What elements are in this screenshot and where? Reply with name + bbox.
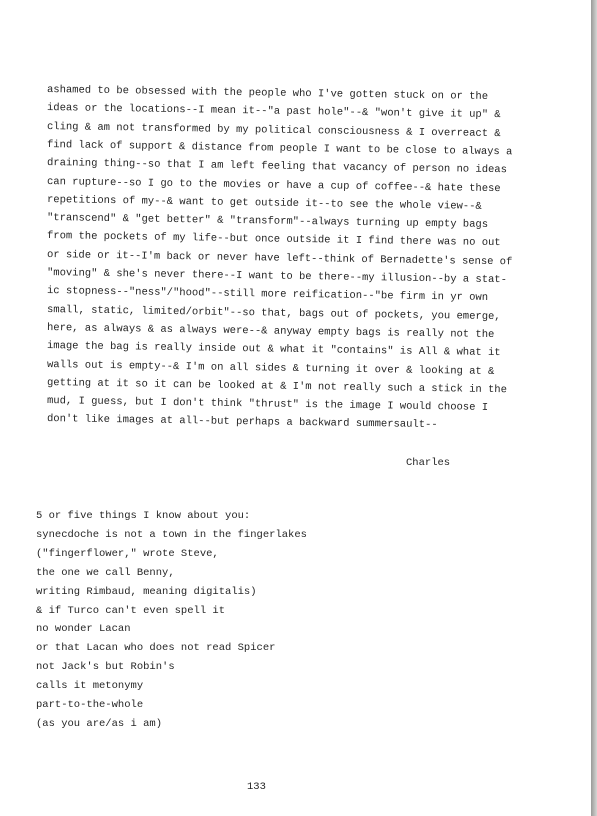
prose-line: small, static, limited/orbit"--so that, bags out of pockets, you emerge, [46, 303, 501, 323]
prose-line: ic stopness--"ness"/"hood"--still more reification--"be firm in yr own [46, 285, 489, 305]
prose-line: getting at it so it can be looked at & I'm not really such a stick in the [46, 376, 508, 397]
prose-line: can rupture--so I go to the movies or have a cup of coffee--& hate these [46, 175, 501, 195]
poem-line: part-to-the-whole [36, 699, 144, 711]
poem-line: ("fingerflower," wrote Steve, [36, 547, 219, 560]
poem-line: writing Rimbaud, meaning digitalis) [36, 585, 257, 598]
prose-line: find lack of support & distance from people I want to be close to always a [46, 138, 513, 159]
poem-line: or that Lacan who does not read Spicer [36, 642, 276, 655]
poem-line: & if Turco can't even spell it [36, 604, 226, 617]
poem-line: calls it metonymy [36, 680, 144, 693]
prose-line: here, as always & as always were--& anyway empty bags is really not the [46, 321, 495, 341]
prose-line: ideas or the locations--I mean it--"a past hole"--& "won't give it up" & [46, 102, 501, 122]
prose-line: "moving" & she's never there--I want to be there--my illusion--by a stat- [46, 267, 508, 287]
prose-line: don't like images at all--but perhaps a backward summersault-- [46, 413, 438, 432]
poem-line: not Jack's but Robin's [36, 661, 175, 674]
prose-line: mud, I guess, but I don't think "thrust" is the image I would choose I [46, 395, 489, 415]
prose-line: walls out is empty--& I'm on all sides & turning it over & looking at & [46, 358, 495, 378]
poem-line: (as you are/as i am) [36, 717, 163, 730]
page-number: 133 [247, 781, 266, 793]
prose-line: repetitions of my--& want to get outside it--to see the whole view--& [46, 193, 482, 213]
page-edge [591, 0, 597, 816]
prose-line: from the pockets of my life--but once outside it I find there was no out [46, 230, 501, 250]
poem-line: no wonder Lacan [36, 623, 131, 636]
poem-line: 5 or five things I know about you: [36, 510, 251, 522]
prose-line: "transcend" & "get better" & "transform"--always turning up empty bags [46, 212, 489, 232]
prose-line: image the bag is really inside out & what it "contains" is All & what it [46, 340, 501, 360]
prose-line: draining thing--so that I am left feeling that vacancy of person no ideas [46, 157, 508, 177]
poem-line: the one we call Benny, [36, 566, 175, 579]
poem-line: synecdoche is not a town in the fingerlakes [36, 528, 307, 541]
prose-line: cling & am not transformed by my political consciousness & I overreact & [46, 120, 501, 140]
prose-line: or side or it--I'm back or never have left--think of Bernadette's sense of [46, 248, 513, 268]
signature: Charles [406, 457, 451, 469]
prose-line: ashamed to be obsessed with the people who I've gotten stuck on or the [46, 84, 489, 103]
